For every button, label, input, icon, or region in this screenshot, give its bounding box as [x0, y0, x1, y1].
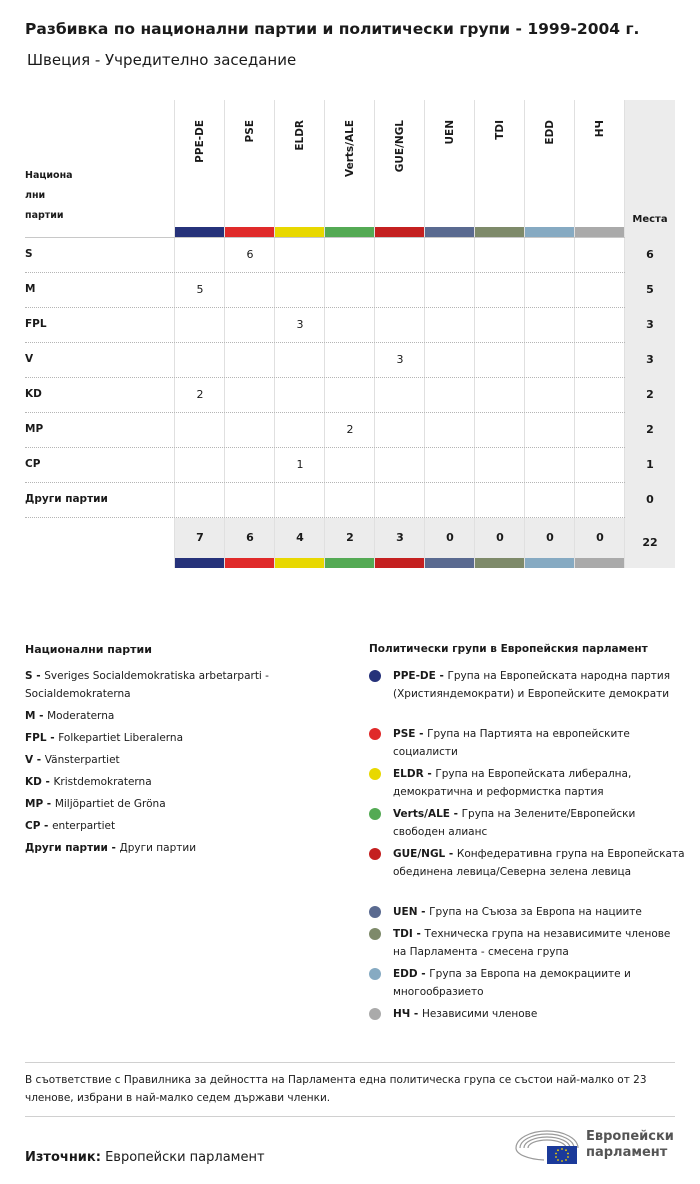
- row-header-line: Национа: [25, 170, 73, 181]
- party-label: Други партии: [25, 493, 108, 505]
- group-color-bar: [425, 558, 474, 568]
- group-color-bar: [475, 227, 524, 237]
- group-color-bar: [375, 558, 424, 568]
- group-total: 3: [396, 531, 404, 544]
- data-cell: 3: [296, 318, 304, 331]
- party-name: Vänsterpartiet: [44, 754, 120, 766]
- group-name: Група на Европейската народна партия (Християндемократи) и Европейските демократи: [393, 670, 671, 700]
- group-header-label: PSE: [244, 120, 256, 143]
- group-header: [175, 110, 225, 218]
- logo-line: Европейски: [586, 1129, 674, 1144]
- group-header-label: PPE-DE: [194, 120, 206, 163]
- row-divider: [25, 377, 625, 378]
- party-name: enterpartiet: [52, 820, 116, 832]
- group-abbr: TDI -: [393, 928, 425, 940]
- total-seats: 22: [642, 536, 658, 549]
- group-abbr: PPE-DE -: [393, 670, 448, 682]
- group-color-bar: [175, 227, 224, 237]
- parliament-logo-icon: [514, 1126, 580, 1166]
- party-label: V: [25, 353, 34, 365]
- seats-header: Места: [632, 214, 668, 225]
- national-party-item: [25, 729, 325, 747]
- group-description: [393, 845, 685, 881]
- group-header-label: ELDR: [294, 120, 306, 151]
- divider: [25, 1116, 675, 1117]
- group-color-bar: [375, 227, 424, 237]
- group-description: [393, 805, 685, 841]
- group-abbr: Verts/ALE -: [393, 808, 462, 820]
- group-color-bar: [225, 227, 274, 237]
- group-header-label: GUE/NGL: [394, 120, 406, 173]
- group-abbr: EDD -: [393, 968, 430, 980]
- group-total: 7: [196, 531, 204, 544]
- party-name: Folkepartiet Liberalerna: [58, 732, 184, 744]
- logo-line: парламент: [586, 1145, 668, 1160]
- group-total: 0: [546, 531, 554, 544]
- data-cell: 2: [346, 423, 354, 436]
- page-subtitle: Швеция - Учредително заседание: [27, 51, 297, 69]
- party-label: M: [25, 283, 36, 295]
- group-description: [393, 903, 685, 921]
- row-header: [25, 166, 85, 226]
- party-abbr: CP -: [25, 820, 53, 832]
- row-divider: [25, 482, 625, 483]
- group-color-dot: [369, 848, 381, 860]
- ep-logo: [514, 1126, 679, 1166]
- group-header: [275, 110, 325, 218]
- group-header: [225, 110, 275, 218]
- row-divider: [25, 412, 625, 413]
- group-color-dot: [369, 728, 381, 740]
- source-value: Европейски парламент: [105, 1150, 265, 1165]
- group-color-dot: [369, 670, 381, 682]
- group-color-bar: [275, 227, 324, 237]
- group-header: [375, 110, 425, 218]
- group-header: [575, 110, 625, 218]
- group-header-label: Verts/ALE: [344, 120, 356, 177]
- group-abbr: ELDR -: [393, 768, 436, 780]
- group-total: 4: [296, 531, 304, 544]
- national-party-item: [25, 707, 325, 725]
- group-name: Конфедеративна група на Европейската обединена левица/Северна зелена левица: [393, 848, 685, 878]
- party-name: Sveriges Socialdemokratiska arbetarparti - Socialdemokraterna: [25, 670, 269, 700]
- group-header: [325, 110, 375, 218]
- party-label: FPL: [25, 318, 47, 330]
- page-title: Разбивка по национални партии и политически групи - 1999-2004 г.: [25, 20, 640, 38]
- group-name: Техническа група на независимите членове на Парламента - смесена група: [393, 928, 671, 958]
- data-cell: 1: [296, 458, 304, 471]
- group-color-dot: [369, 968, 381, 980]
- national-party-item: [25, 667, 325, 703]
- group-abbr: UEN -: [393, 906, 430, 918]
- group-color-bar: [225, 558, 274, 568]
- seats-cell: 1: [646, 458, 654, 471]
- group-description: [393, 725, 685, 761]
- group-header: [425, 110, 475, 218]
- party-abbr: V -: [25, 754, 45, 766]
- political-groups-title: Политически групи в Европейския парламент: [369, 643, 648, 655]
- group-color-bar: [575, 558, 624, 568]
- party-label: MP: [25, 423, 44, 435]
- data-cell: 2: [196, 388, 204, 401]
- group-name: Група за Европа на демокрациите и многообразието: [393, 968, 631, 998]
- row-header-line: партии: [25, 210, 64, 221]
- row-divider: [25, 307, 625, 308]
- group-abbr: НЧ -: [393, 1008, 422, 1020]
- group-header-label: TDI: [494, 120, 506, 140]
- group-color-dot: [369, 808, 381, 820]
- divider: [25, 1062, 675, 1063]
- group-total: 0: [596, 531, 604, 544]
- group-name: Група на Европейската либерална, демократична и реформистка партия: [393, 768, 632, 798]
- group-name: Група на Партията на европейските социалисти: [393, 728, 630, 758]
- group-description: [393, 925, 685, 961]
- group-header-label: UEN: [444, 120, 456, 145]
- group-description: [393, 765, 685, 801]
- group-header: [475, 110, 525, 218]
- national-parties-title: Национални партии: [25, 643, 152, 656]
- group-color-bar: [475, 558, 524, 568]
- row-header-line: лни: [25, 190, 46, 201]
- national-party-item: [25, 839, 325, 857]
- group-total: 0: [496, 531, 504, 544]
- party-abbr: S -: [25, 670, 45, 682]
- seats-cell: 2: [646, 388, 654, 401]
- national-party-item: [25, 817, 325, 835]
- seats-cell: 2: [646, 423, 654, 436]
- row-divider: [25, 517, 625, 518]
- seats-cell: 0: [646, 493, 654, 506]
- group-color-bar: [325, 227, 374, 237]
- group-color-bar: [575, 227, 624, 237]
- party-label: CP: [25, 458, 41, 470]
- group-name: Независими членове: [421, 1008, 538, 1020]
- party-name: Други партии: [119, 842, 197, 854]
- seats-cell: 3: [646, 318, 654, 331]
- seats-cell: 5: [646, 283, 654, 296]
- group-description: [393, 667, 685, 703]
- group-total: 2: [346, 531, 354, 544]
- header-rule: [25, 237, 625, 238]
- national-party-item: [25, 773, 325, 791]
- party-name: Kristdemokraterna: [53, 776, 152, 788]
- seats-cell: 6: [646, 248, 654, 261]
- group-color-dot: [369, 906, 381, 918]
- party-abbr: Други партии -: [25, 842, 120, 854]
- source: [25, 1150, 265, 1165]
- group-color-bar: [175, 558, 224, 568]
- group-total: 6: [246, 531, 254, 544]
- group-header: [525, 110, 575, 218]
- group-color-bar: [275, 558, 324, 568]
- party-name: Moderaterna: [47, 710, 115, 722]
- row-divider: [25, 342, 625, 343]
- source-label: Източник:: [25, 1150, 101, 1165]
- footnote: В съответствие с Правилника за дейността на Парламента една политическа група се състои най-малко от 23 членове, избрани в най-малко седем държави членки.: [25, 1074, 647, 1104]
- group-color-bar: [325, 558, 374, 568]
- party-abbr: MP -: [25, 798, 55, 810]
- seats-cell: 3: [646, 353, 654, 366]
- row-divider: [25, 272, 625, 273]
- national-party-item: [25, 751, 325, 769]
- party-abbr: FPL -: [25, 732, 59, 744]
- group-color-bar: [425, 227, 474, 237]
- group-abbr: PSE -: [393, 728, 428, 740]
- row-divider: [25, 447, 625, 448]
- group-header-label: EDD: [544, 120, 556, 145]
- data-cell: 5: [196, 283, 204, 296]
- national-party-item: [25, 795, 325, 813]
- data-cell: 6: [246, 248, 254, 261]
- group-total: 0: [446, 531, 454, 544]
- party-name: Miljöpartiet de Gröna: [54, 798, 166, 810]
- group-description: [393, 965, 685, 1001]
- group-color-bar: [525, 227, 574, 237]
- group-name: Група на Зелените/Европейски свободен алианс: [393, 808, 636, 838]
- group-color-dot: [369, 928, 381, 940]
- group-abbr: GUE/NGL -: [393, 848, 457, 860]
- party-label: S: [25, 248, 33, 260]
- logo-text: [586, 1129, 674, 1161]
- group-description: [393, 1005, 685, 1023]
- group-name: Група на Съюза за Европа на нациите: [429, 906, 642, 918]
- data-cell: 3: [396, 353, 404, 366]
- party-abbr: KD -: [25, 776, 54, 788]
- party-abbr: M -: [25, 710, 48, 722]
- party-label: KD: [25, 388, 42, 400]
- group-color-bar: [525, 558, 574, 568]
- group-color-dot: [369, 768, 381, 780]
- group-color-dot: [369, 1008, 381, 1020]
- group-header-label: НЧ: [594, 120, 606, 138]
